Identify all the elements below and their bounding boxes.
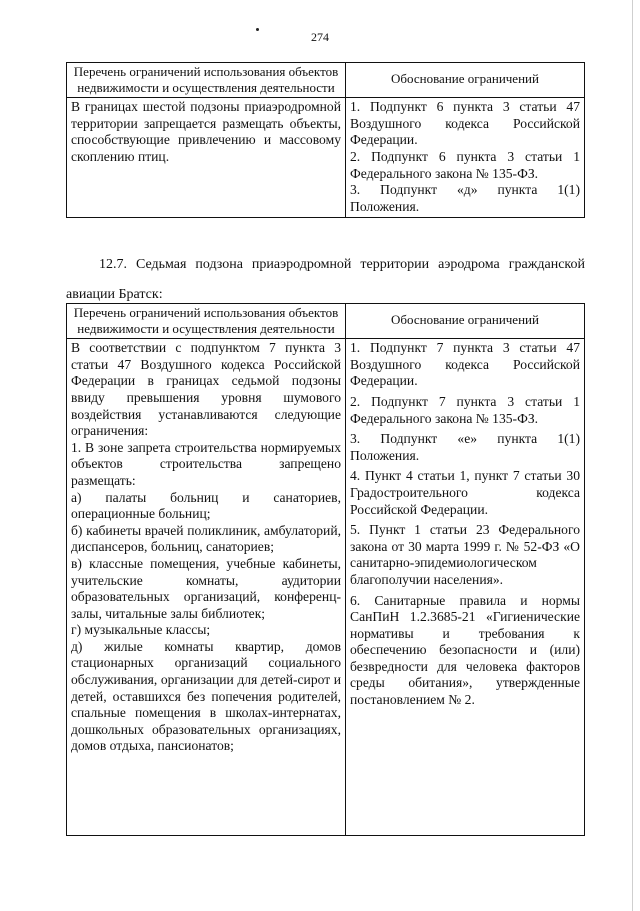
table-header-row bbox=[67, 63, 585, 98]
basis-item: 4. Пункт 4 статьи 1, пункт 7 статьи 30 Градостроительного кодекса Российской Федерации. bbox=[350, 468, 580, 517]
basis-item: 1. Подпункт 6 пункта 3 статьи 47 Воздушного кодекса Российской Федерации. bbox=[350, 99, 580, 148]
restriction-item: В соответствии с подпунктом 7 пункта 3 статьи 47 Воздушного кодекса Российской Федерации в границах седьмой подзоны ввиду превышения уровня шумового воздействия устанавливаются следующие ограничения: bbox=[71, 340, 341, 439]
restriction-item: б) кабинеты врачей поликлиник, амбулаторий, диспансеров, больниц, санаториев; bbox=[71, 522, 341, 555]
basis-cell bbox=[346, 339, 585, 836]
restriction-text: В границах шестой подзоны приаэродромной территории запрещается размещать объекты, способствующие привлечению и массовому скоплению птиц. bbox=[71, 99, 341, 164]
scan-edge-line bbox=[632, 0, 633, 911]
restriction-item: а) палаты больниц и санаториев, операционные больниц; bbox=[71, 489, 341, 522]
restrictions-table-subzone-6 bbox=[66, 62, 585, 218]
section-heading-line: 12.7. Седьмая подзона приаэродромной территории аэродрома гражданской bbox=[99, 257, 585, 272]
basis-cell bbox=[346, 98, 585, 218]
restriction-cell bbox=[67, 98, 346, 218]
basis-item: 3. Подпункт «д» пункта 1(1) Положения. bbox=[350, 182, 580, 214]
page-number: 274 bbox=[311, 30, 329, 44]
table-row bbox=[67, 98, 585, 218]
basis-item: 3. Подпункт «е» пункта 1(1) Положения. bbox=[350, 431, 580, 463]
section-heading-line: авиации Братск: bbox=[66, 287, 163, 302]
basis-item: 6. Санитарные правила и нормы СанПиН 1.2.3685-21 «Гигиенические нормативы и требования к обеспечению безопасности и (или) безвредности для человека факторов среды обитания», утвержденные постановлением № 2. bbox=[350, 592, 580, 708]
basis-item: 2. Подпункт 6 пункта 3 статьи 1 Федерального закона № 135-ФЗ. bbox=[350, 148, 580, 181]
table-row bbox=[67, 339, 585, 836]
restriction-item: г) музыкальные классы; bbox=[71, 622, 211, 638]
restriction-item: в) классные помещения, учебные кабинеты, учительские комнаты, аудитории образовательных организаций, конференц-залы, читальные залы библиотек; bbox=[71, 555, 341, 621]
restrictions-table-subzone-7 bbox=[66, 303, 585, 836]
restriction-item: д) жилые комнаты квартир, домов стационарных организаций социального обслуживания, организации для детей-сирот и детей, оставшихся без попечения родителей, спальные помещения в школах-интернатах, дошкольных образовательных организациях, домов отдыха, пансионатов; bbox=[71, 638, 341, 754]
header-restrictions-list: Перечень ограничений использования объектов недвижимости и осуществления деятельности bbox=[67, 304, 346, 339]
section-heading bbox=[66, 250, 585, 310]
basis-item: 2. Подпункт 7 пункта 3 статьи 1 Федерального закона № 135-ФЗ. bbox=[350, 393, 580, 426]
restriction-item: 1. В зоне запрета строительства нормируемых объектов строительства запрещено размещать: bbox=[71, 439, 341, 488]
basis-item: 1. Подпункт 7 пункта 3 статьи 47 Воздушного кодекса Российской Федерации. bbox=[350, 340, 580, 389]
header-restrictions-basis: Обоснование ограничений bbox=[346, 304, 585, 339]
header-restrictions-basis: Обоснование ограничений bbox=[346, 63, 585, 98]
table-header-row bbox=[67, 304, 585, 339]
basis-item: 5. Пункт 1 статьи 23 Федерального закона от 30 марта 1999 г. № 52-ФЗ «О санитарно-эпидемиологическом благополучии населения». bbox=[350, 522, 580, 587]
header-restrictions-list: Перечень ограничений использования объектов недвижимости и осуществления деятельности bbox=[67, 63, 346, 98]
restriction-cell bbox=[67, 339, 346, 836]
